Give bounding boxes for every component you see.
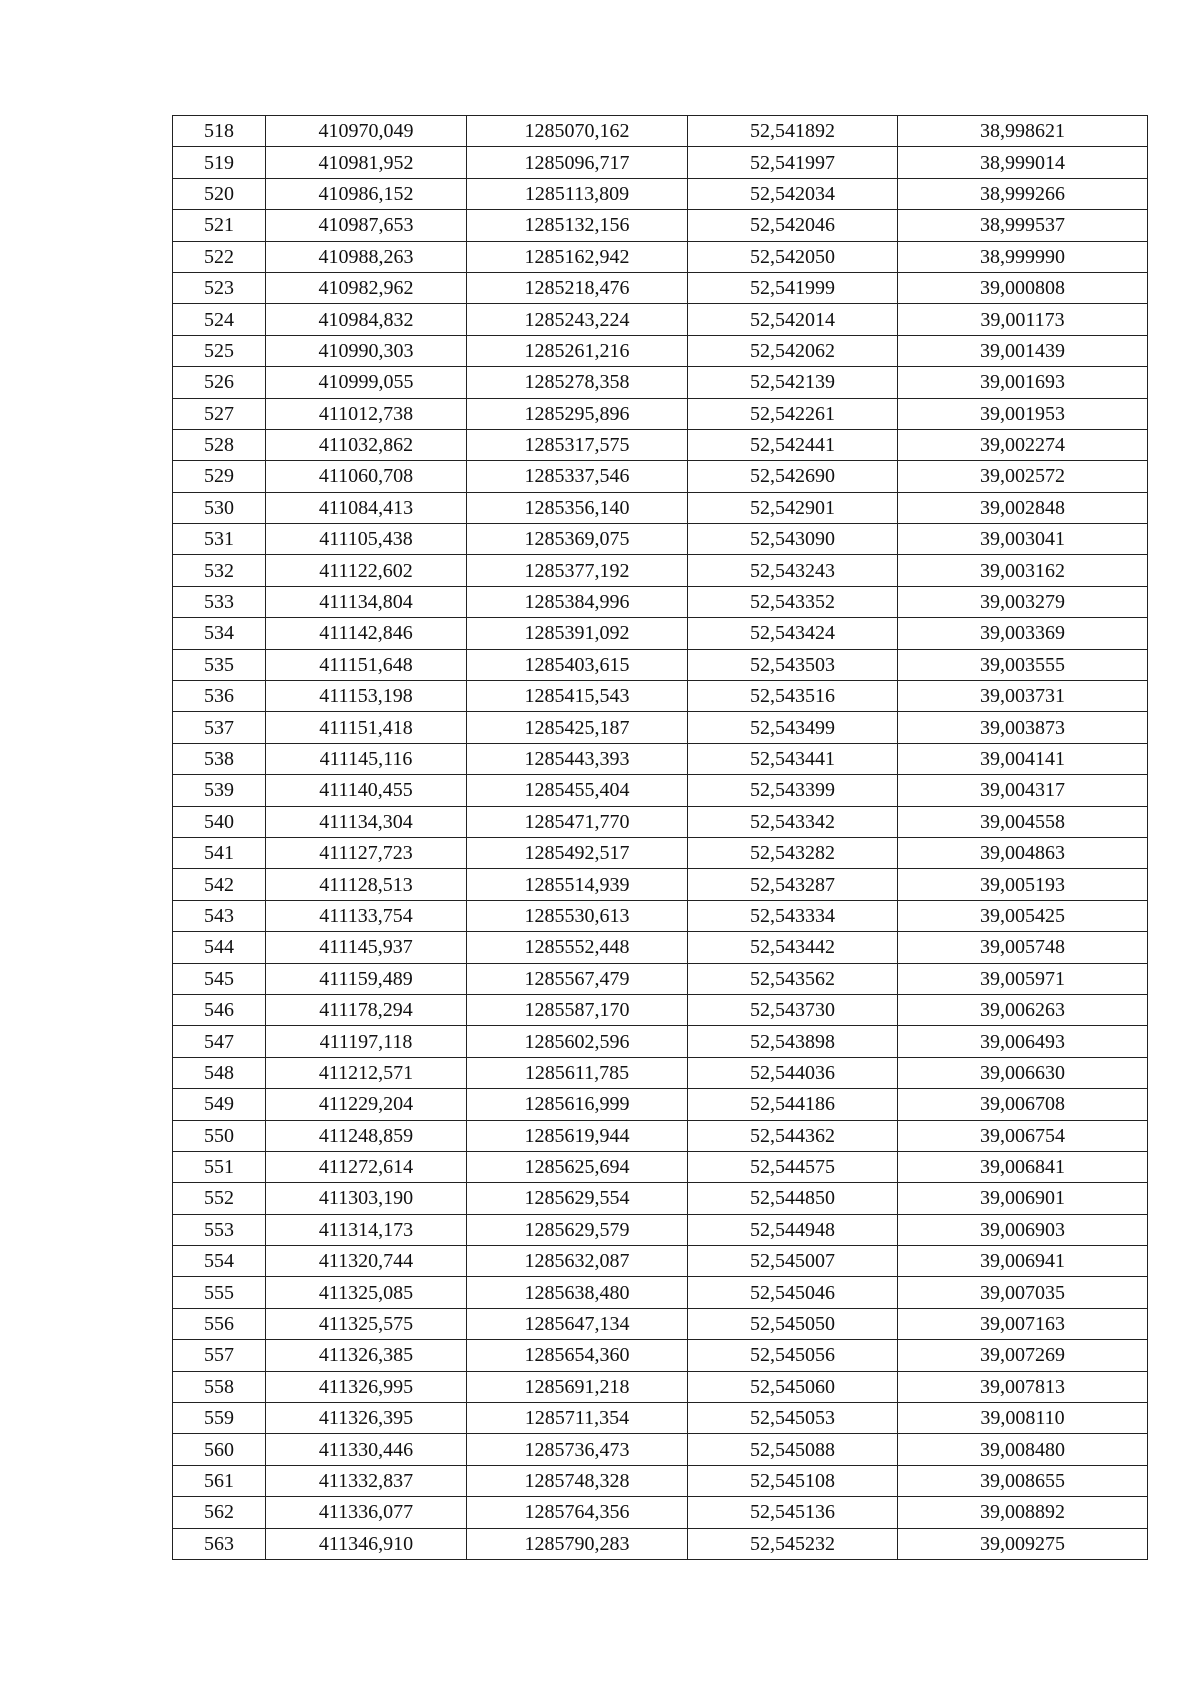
table-row — [173, 1340, 1148, 1371]
x-coordinate-cell: 411212,571 — [266, 1057, 467, 1088]
longitude-cell: 39,009275 — [898, 1528, 1148, 1559]
longitude-cell: 38,999014 — [898, 147, 1148, 178]
point-number-cell: 551 — [173, 1151, 266, 1182]
longitude-cell: 39,006708 — [898, 1089, 1148, 1120]
table-row — [173, 994, 1148, 1025]
table-row — [173, 900, 1148, 931]
longitude-cell: 39,000808 — [898, 272, 1148, 303]
x-coordinate-cell: 411303,190 — [266, 1183, 467, 1214]
x-coordinate-cell: 411032,862 — [266, 429, 467, 460]
longitude-cell: 39,008480 — [898, 1434, 1148, 1465]
table-row — [173, 649, 1148, 680]
coordinates-table — [172, 115, 1148, 1560]
latitude-cell: 52,545056 — [688, 1340, 898, 1371]
y-coordinate-cell: 1285790,283 — [467, 1528, 688, 1559]
point-number-cell: 555 — [173, 1277, 266, 1308]
x-coordinate-cell: 411336,077 — [266, 1497, 467, 1528]
x-coordinate-cell: 410970,049 — [266, 116, 467, 147]
y-coordinate-cell: 1285369,075 — [467, 524, 688, 555]
x-coordinate-cell: 411151,648 — [266, 649, 467, 680]
latitude-cell: 52,544362 — [688, 1120, 898, 1151]
x-coordinate-cell: 411159,489 — [266, 963, 467, 994]
longitude-cell: 39,003731 — [898, 681, 1148, 712]
point-number-cell: 527 — [173, 398, 266, 429]
latitude-cell: 52,542046 — [688, 210, 898, 241]
y-coordinate-cell: 1285632,087 — [467, 1246, 688, 1277]
y-coordinate-cell: 1285616,999 — [467, 1089, 688, 1120]
table-row — [173, 272, 1148, 303]
point-number-cell: 563 — [173, 1528, 266, 1559]
y-coordinate-cell: 1285530,613 — [467, 900, 688, 931]
table-row — [173, 461, 1148, 492]
x-coordinate-cell: 410987,653 — [266, 210, 467, 241]
x-coordinate-cell: 411134,304 — [266, 806, 467, 837]
table-row — [173, 1465, 1148, 1496]
point-number-cell: 556 — [173, 1308, 266, 1339]
point-number-cell: 562 — [173, 1497, 266, 1528]
x-coordinate-cell: 411133,754 — [266, 900, 467, 931]
x-coordinate-cell: 410988,263 — [266, 241, 467, 272]
x-coordinate-cell: 411145,937 — [266, 932, 467, 963]
latitude-cell: 52,542901 — [688, 492, 898, 523]
y-coordinate-cell: 1285602,596 — [467, 1026, 688, 1057]
table-row — [173, 524, 1148, 555]
x-coordinate-cell: 410990,303 — [266, 335, 467, 366]
point-number-cell: 554 — [173, 1246, 266, 1277]
latitude-cell: 52,544575 — [688, 1151, 898, 1182]
y-coordinate-cell: 1285162,942 — [467, 241, 688, 272]
point-number-cell: 530 — [173, 492, 266, 523]
x-coordinate-cell: 411325,575 — [266, 1308, 467, 1339]
latitude-cell: 52,543282 — [688, 837, 898, 868]
latitude-cell: 52,543352 — [688, 586, 898, 617]
y-coordinate-cell: 1285691,218 — [467, 1371, 688, 1402]
longitude-cell: 39,005193 — [898, 869, 1148, 900]
x-coordinate-cell: 411330,446 — [266, 1434, 467, 1465]
point-number-cell: 546 — [173, 994, 266, 1025]
table-row — [173, 681, 1148, 712]
table-row — [173, 304, 1148, 335]
y-coordinate-cell: 1285711,354 — [467, 1403, 688, 1434]
x-coordinate-cell: 411325,085 — [266, 1277, 467, 1308]
latitude-cell: 52,545108 — [688, 1465, 898, 1496]
table-row — [173, 806, 1148, 837]
point-number-cell: 525 — [173, 335, 266, 366]
y-coordinate-cell: 1285403,615 — [467, 649, 688, 680]
longitude-cell: 39,006941 — [898, 1246, 1148, 1277]
table-row — [173, 429, 1148, 460]
x-coordinate-cell: 411127,723 — [266, 837, 467, 868]
y-coordinate-cell: 1285647,134 — [467, 1308, 688, 1339]
longitude-cell: 39,006263 — [898, 994, 1148, 1025]
point-number-cell: 538 — [173, 743, 266, 774]
longitude-cell: 39,007163 — [898, 1308, 1148, 1339]
point-number-cell: 532 — [173, 555, 266, 586]
y-coordinate-cell: 1285415,543 — [467, 681, 688, 712]
longitude-cell: 39,003873 — [898, 712, 1148, 743]
x-coordinate-cell: 410986,152 — [266, 178, 467, 209]
table-row — [173, 1246, 1148, 1277]
latitude-cell: 52,542441 — [688, 429, 898, 460]
x-coordinate-cell: 410984,832 — [266, 304, 467, 335]
y-coordinate-cell: 1285243,224 — [467, 304, 688, 335]
y-coordinate-cell: 1285764,356 — [467, 1497, 688, 1528]
y-coordinate-cell: 1285295,896 — [467, 398, 688, 429]
table-row — [173, 555, 1148, 586]
table-row — [173, 1403, 1148, 1434]
latitude-cell: 52,542139 — [688, 367, 898, 398]
table-row — [173, 1371, 1148, 1402]
y-coordinate-cell: 1285425,187 — [467, 712, 688, 743]
point-number-cell: 547 — [173, 1026, 266, 1057]
latitude-cell: 52,543342 — [688, 806, 898, 837]
x-coordinate-cell: 411326,395 — [266, 1403, 467, 1434]
point-number-cell: 561 — [173, 1465, 266, 1496]
y-coordinate-cell: 1285748,328 — [467, 1465, 688, 1496]
latitude-cell: 52,541997 — [688, 147, 898, 178]
table-row — [173, 1057, 1148, 1088]
point-number-cell: 545 — [173, 963, 266, 994]
point-number-cell: 559 — [173, 1403, 266, 1434]
y-coordinate-cell: 1285132,156 — [467, 210, 688, 241]
longitude-cell: 39,002274 — [898, 429, 1148, 460]
table-row — [173, 1308, 1148, 1339]
longitude-cell: 39,008655 — [898, 1465, 1148, 1496]
x-coordinate-cell: 411248,859 — [266, 1120, 467, 1151]
latitude-cell: 52,543898 — [688, 1026, 898, 1057]
point-number-cell: 536 — [173, 681, 266, 712]
longitude-cell: 39,006903 — [898, 1214, 1148, 1245]
latitude-cell: 52,543399 — [688, 775, 898, 806]
table-row — [173, 1528, 1148, 1559]
table-row — [173, 837, 1148, 868]
table-row — [173, 1497, 1148, 1528]
longitude-cell: 39,001693 — [898, 367, 1148, 398]
x-coordinate-cell: 411178,294 — [266, 994, 467, 1025]
latitude-cell: 52,545060 — [688, 1371, 898, 1402]
y-coordinate-cell: 1285455,404 — [467, 775, 688, 806]
x-coordinate-cell: 411326,995 — [266, 1371, 467, 1402]
table-row — [173, 618, 1148, 649]
longitude-cell: 39,001439 — [898, 335, 1148, 366]
table-row — [173, 1277, 1148, 1308]
y-coordinate-cell: 1285625,694 — [467, 1151, 688, 1182]
point-number-cell: 534 — [173, 618, 266, 649]
x-coordinate-cell: 411151,418 — [266, 712, 467, 743]
table-row — [173, 147, 1148, 178]
y-coordinate-cell: 1285611,785 — [467, 1057, 688, 1088]
latitude-cell: 52,543424 — [688, 618, 898, 649]
y-coordinate-cell: 1285629,554 — [467, 1183, 688, 1214]
longitude-cell: 39,007269 — [898, 1340, 1148, 1371]
longitude-cell: 39,003279 — [898, 586, 1148, 617]
longitude-cell: 39,006630 — [898, 1057, 1148, 1088]
x-coordinate-cell: 411314,173 — [266, 1214, 467, 1245]
longitude-cell: 39,006754 — [898, 1120, 1148, 1151]
x-coordinate-cell: 411326,385 — [266, 1340, 467, 1371]
latitude-cell: 52,545007 — [688, 1246, 898, 1277]
latitude-cell: 52,543287 — [688, 869, 898, 900]
table-row — [173, 743, 1148, 774]
table-row — [173, 335, 1148, 366]
longitude-cell: 39,003369 — [898, 618, 1148, 649]
point-number-cell: 523 — [173, 272, 266, 303]
x-coordinate-cell: 411105,438 — [266, 524, 467, 555]
latitude-cell: 52,542062 — [688, 335, 898, 366]
y-coordinate-cell: 1285113,809 — [467, 178, 688, 209]
y-coordinate-cell: 1285492,517 — [467, 837, 688, 868]
x-coordinate-cell: 411060,708 — [266, 461, 467, 492]
point-number-cell: 520 — [173, 178, 266, 209]
point-number-cell: 558 — [173, 1371, 266, 1402]
longitude-cell: 38,999266 — [898, 178, 1148, 209]
point-number-cell: 519 — [173, 147, 266, 178]
longitude-cell: 39,006901 — [898, 1183, 1148, 1214]
point-number-cell: 553 — [173, 1214, 266, 1245]
point-number-cell: 537 — [173, 712, 266, 743]
longitude-cell: 39,001953 — [898, 398, 1148, 429]
point-number-cell: 528 — [173, 429, 266, 460]
point-number-cell: 539 — [173, 775, 266, 806]
longitude-cell: 39,003555 — [898, 649, 1148, 680]
longitude-cell: 39,008892 — [898, 1497, 1148, 1528]
point-number-cell: 548 — [173, 1057, 266, 1088]
x-coordinate-cell: 411332,837 — [266, 1465, 467, 1496]
latitude-cell: 52,542014 — [688, 304, 898, 335]
point-number-cell: 535 — [173, 649, 266, 680]
latitude-cell: 52,543334 — [688, 900, 898, 931]
longitude-cell: 39,008110 — [898, 1403, 1148, 1434]
point-number-cell: 544 — [173, 932, 266, 963]
y-coordinate-cell: 1285337,546 — [467, 461, 688, 492]
y-coordinate-cell: 1285391,092 — [467, 618, 688, 649]
y-coordinate-cell: 1285070,162 — [467, 116, 688, 147]
table-row — [173, 963, 1148, 994]
latitude-cell: 52,543499 — [688, 712, 898, 743]
x-coordinate-cell: 411229,204 — [266, 1089, 467, 1120]
point-number-cell: 543 — [173, 900, 266, 931]
latitude-cell: 52,542690 — [688, 461, 898, 492]
table-row — [173, 1026, 1148, 1057]
y-coordinate-cell: 1285736,473 — [467, 1434, 688, 1465]
latitude-cell: 52,541999 — [688, 272, 898, 303]
longitude-cell: 39,002572 — [898, 461, 1148, 492]
x-coordinate-cell: 411084,413 — [266, 492, 467, 523]
latitude-cell: 52,543562 — [688, 963, 898, 994]
latitude-cell: 52,545136 — [688, 1497, 898, 1528]
y-coordinate-cell: 1285261,216 — [467, 335, 688, 366]
longitude-cell: 39,005971 — [898, 963, 1148, 994]
latitude-cell: 52,543090 — [688, 524, 898, 555]
latitude-cell: 52,543441 — [688, 743, 898, 774]
longitude-cell: 39,004317 — [898, 775, 1148, 806]
longitude-cell: 38,999990 — [898, 241, 1148, 272]
table-row — [173, 869, 1148, 900]
table-row — [173, 492, 1148, 523]
y-coordinate-cell: 1285384,996 — [467, 586, 688, 617]
latitude-cell: 52,544850 — [688, 1183, 898, 1214]
y-coordinate-cell: 1285654,360 — [467, 1340, 688, 1371]
x-coordinate-cell: 411320,744 — [266, 1246, 467, 1277]
x-coordinate-cell: 411122,602 — [266, 555, 467, 586]
latitude-cell: 52,542034 — [688, 178, 898, 209]
table-row — [173, 178, 1148, 209]
table-row — [173, 1089, 1148, 1120]
x-coordinate-cell: 411142,846 — [266, 618, 467, 649]
x-coordinate-cell: 410982,962 — [266, 272, 467, 303]
latitude-cell: 52,541892 — [688, 116, 898, 147]
table-row — [173, 1151, 1148, 1182]
y-coordinate-cell: 1285619,944 — [467, 1120, 688, 1151]
latitude-cell: 52,543503 — [688, 649, 898, 680]
y-coordinate-cell: 1285638,480 — [467, 1277, 688, 1308]
point-number-cell: 531 — [173, 524, 266, 555]
longitude-cell: 39,004863 — [898, 837, 1148, 868]
point-number-cell: 552 — [173, 1183, 266, 1214]
longitude-cell: 39,004141 — [898, 743, 1148, 774]
point-number-cell: 533 — [173, 586, 266, 617]
longitude-cell: 38,999537 — [898, 210, 1148, 241]
point-number-cell: 529 — [173, 461, 266, 492]
y-coordinate-cell: 1285514,939 — [467, 869, 688, 900]
x-coordinate-cell: 410981,952 — [266, 147, 467, 178]
latitude-cell: 52,543516 — [688, 681, 898, 712]
y-coordinate-cell: 1285552,448 — [467, 932, 688, 963]
x-coordinate-cell: 411128,513 — [266, 869, 467, 900]
y-coordinate-cell: 1285377,192 — [467, 555, 688, 586]
longitude-cell: 39,007035 — [898, 1277, 1148, 1308]
y-coordinate-cell: 1285356,140 — [467, 492, 688, 523]
longitude-cell: 39,006841 — [898, 1151, 1148, 1182]
y-coordinate-cell: 1285218,476 — [467, 272, 688, 303]
point-number-cell: 560 — [173, 1434, 266, 1465]
longitude-cell: 39,004558 — [898, 806, 1148, 837]
x-coordinate-cell: 411272,614 — [266, 1151, 467, 1182]
longitude-cell: 39,003041 — [898, 524, 1148, 555]
point-number-cell: 549 — [173, 1089, 266, 1120]
x-coordinate-cell: 411134,804 — [266, 586, 467, 617]
table-row — [173, 1214, 1148, 1245]
table-row — [173, 1434, 1148, 1465]
latitude-cell: 52,543730 — [688, 994, 898, 1025]
longitude-cell: 38,998621 — [898, 116, 1148, 147]
point-number-cell: 557 — [173, 1340, 266, 1371]
longitude-cell: 39,005425 — [898, 900, 1148, 931]
latitude-cell: 52,542050 — [688, 241, 898, 272]
longitude-cell: 39,001173 — [898, 304, 1148, 335]
latitude-cell: 52,545088 — [688, 1434, 898, 1465]
latitude-cell: 52,545050 — [688, 1308, 898, 1339]
y-coordinate-cell: 1285567,479 — [467, 963, 688, 994]
latitude-cell: 52,545232 — [688, 1528, 898, 1559]
longitude-cell: 39,002848 — [898, 492, 1148, 523]
x-coordinate-cell: 411140,455 — [266, 775, 467, 806]
longitude-cell: 39,006493 — [898, 1026, 1148, 1057]
table-row — [173, 1183, 1148, 1214]
latitude-cell: 52,544186 — [688, 1089, 898, 1120]
table-row — [173, 712, 1148, 743]
table-row — [173, 775, 1148, 806]
x-coordinate-cell: 411153,198 — [266, 681, 467, 712]
latitude-cell: 52,545053 — [688, 1403, 898, 1434]
point-number-cell: 521 — [173, 210, 266, 241]
x-coordinate-cell: 411197,118 — [266, 1026, 467, 1057]
point-number-cell: 518 — [173, 116, 266, 147]
latitude-cell: 52,544948 — [688, 1214, 898, 1245]
latitude-cell: 52,544036 — [688, 1057, 898, 1088]
y-coordinate-cell: 1285278,358 — [467, 367, 688, 398]
x-coordinate-cell: 410999,055 — [266, 367, 467, 398]
y-coordinate-cell: 1285587,170 — [467, 994, 688, 1025]
point-number-cell: 541 — [173, 837, 266, 868]
table-row — [173, 116, 1148, 147]
latitude-cell: 52,543442 — [688, 932, 898, 963]
y-coordinate-cell: 1285443,393 — [467, 743, 688, 774]
table-row — [173, 367, 1148, 398]
point-number-cell: 550 — [173, 1120, 266, 1151]
y-coordinate-cell: 1285317,575 — [467, 429, 688, 460]
y-coordinate-cell: 1285096,717 — [467, 147, 688, 178]
latitude-cell: 52,542261 — [688, 398, 898, 429]
latitude-cell: 52,543243 — [688, 555, 898, 586]
x-coordinate-cell: 411012,738 — [266, 398, 467, 429]
y-coordinate-cell: 1285471,770 — [467, 806, 688, 837]
longitude-cell: 39,003162 — [898, 555, 1148, 586]
x-coordinate-cell: 411346,910 — [266, 1528, 467, 1559]
point-number-cell: 526 — [173, 367, 266, 398]
longitude-cell: 39,005748 — [898, 932, 1148, 963]
point-number-cell: 542 — [173, 869, 266, 900]
table-row — [173, 586, 1148, 617]
table-row — [173, 241, 1148, 272]
x-coordinate-cell: 411145,116 — [266, 743, 467, 774]
point-number-cell: 540 — [173, 806, 266, 837]
longitude-cell: 39,007813 — [898, 1371, 1148, 1402]
table-row — [173, 210, 1148, 241]
coordinates-table-body — [173, 116, 1148, 1560]
table-row — [173, 1120, 1148, 1151]
table-row — [173, 398, 1148, 429]
latitude-cell: 52,545046 — [688, 1277, 898, 1308]
point-number-cell: 524 — [173, 304, 266, 335]
point-number-cell: 522 — [173, 241, 266, 272]
y-coordinate-cell: 1285629,579 — [467, 1214, 688, 1245]
table-row — [173, 932, 1148, 963]
